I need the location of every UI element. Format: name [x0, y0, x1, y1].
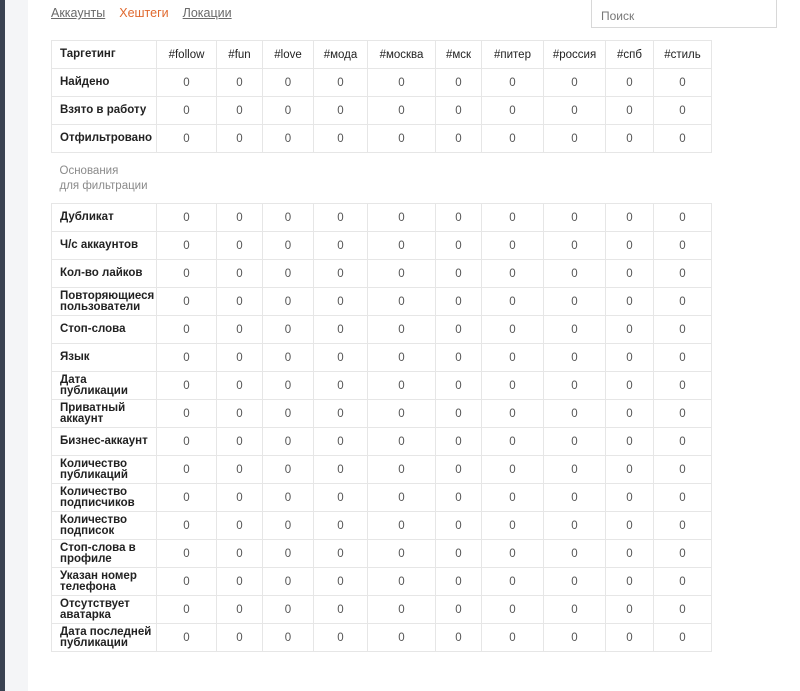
- table-cell: 0: [654, 344, 712, 372]
- table-row: [52, 69, 712, 97]
- table-cell: 0: [217, 624, 263, 652]
- table-cell: 0: [217, 288, 263, 316]
- tab-hashtags[interactable]: Хештеги: [119, 6, 169, 20]
- table-cell: 0: [314, 97, 368, 125]
- table-cell: 0: [157, 372, 217, 400]
- table-cell: 0: [314, 456, 368, 484]
- table-cell: 0: [314, 260, 368, 288]
- table-cell: 0: [606, 596, 654, 624]
- table-cell: 0: [368, 232, 436, 260]
- table-cell: 0: [314, 540, 368, 568]
- table-cell: 0: [436, 512, 482, 540]
- table-cell: 0: [368, 568, 436, 596]
- table-cell: 0: [482, 400, 544, 428]
- table-cell: 0: [544, 97, 606, 125]
- table-cell: 0: [368, 400, 436, 428]
- table-cell: 0: [654, 204, 712, 232]
- table-cell: 0: [544, 568, 606, 596]
- table-cell: 0: [157, 540, 217, 568]
- table-cell: 0: [436, 428, 482, 456]
- table-cell: 0: [368, 624, 436, 652]
- table-cell: 0: [544, 624, 606, 652]
- tab-accounts[interactable]: Аккаунты: [51, 6, 106, 20]
- search-input[interactable]: [591, 0, 777, 28]
- table-cell: 0: [436, 316, 482, 344]
- table-cell: 0: [482, 344, 544, 372]
- table-cell: 0: [314, 232, 368, 260]
- table-cell: 0: [436, 568, 482, 596]
- table-row: [52, 97, 712, 125]
- table-cell: 0: [606, 97, 654, 125]
- section-cell: [52, 153, 712, 204]
- table-cell: 0: [436, 624, 482, 652]
- table-cell: 0: [654, 540, 712, 568]
- table-cell: 0: [217, 97, 263, 125]
- table-cell: 0: [606, 624, 654, 652]
- table-cell: 0: [654, 260, 712, 288]
- header-label: Таргетинг: [52, 41, 157, 69]
- table-cell: 0: [544, 204, 606, 232]
- table-cell: 0: [654, 232, 712, 260]
- table-cell: 0: [368, 125, 436, 153]
- row-label: Дата последней публикации: [52, 624, 157, 652]
- table-cell: 0: [217, 260, 263, 288]
- table-cell: 0: [157, 97, 217, 125]
- table-cell: 0: [482, 232, 544, 260]
- table-cell: 0: [544, 69, 606, 97]
- table-cell: 0: [544, 400, 606, 428]
- table-row: [52, 484, 712, 512]
- table-cell: 0: [263, 624, 314, 652]
- table-cell: 0: [654, 316, 712, 344]
- table-cell: 0: [606, 344, 654, 372]
- table-cell: 0: [217, 204, 263, 232]
- table-cell: 0: [482, 596, 544, 624]
- table-row: [52, 344, 712, 372]
- table-cell: 0: [368, 484, 436, 512]
- tab-locations[interactable]: Локации: [182, 6, 232, 20]
- table-cell: 0: [217, 596, 263, 624]
- table-cell: 0: [314, 568, 368, 596]
- column-header: #москва: [368, 41, 436, 69]
- table-cell: 0: [436, 97, 482, 125]
- table-row: [52, 316, 712, 344]
- table-cell: 0: [368, 204, 436, 232]
- table-cell: 0: [368, 512, 436, 540]
- table-header-row: [52, 41, 712, 69]
- table-cell: 0: [482, 97, 544, 125]
- table-cell: 0: [314, 125, 368, 153]
- table-cell: 0: [314, 428, 368, 456]
- table-cell: 0: [157, 596, 217, 624]
- table-row: [52, 288, 712, 316]
- table-cell: 0: [606, 69, 654, 97]
- table-cell: 0: [314, 316, 368, 344]
- table-cell: 0: [157, 400, 217, 428]
- table-cell: 0: [544, 484, 606, 512]
- table-cell: 0: [544, 344, 606, 372]
- table-row: [52, 260, 712, 288]
- row-label: Кол-во лайков: [52, 260, 157, 288]
- table-cell: 0: [654, 125, 712, 153]
- table-cell: 0: [482, 484, 544, 512]
- table-cell: 0: [314, 372, 368, 400]
- table-cell: 0: [157, 288, 217, 316]
- table-cell: 0: [263, 512, 314, 540]
- stats-table: [51, 40, 712, 652]
- table-cell: 0: [157, 568, 217, 596]
- table-cell: 0: [314, 596, 368, 624]
- table-cell: 0: [544, 372, 606, 400]
- table-cell: 0: [217, 125, 263, 153]
- table-cell: 0: [606, 204, 654, 232]
- table-row: [52, 596, 712, 624]
- table-cell: 0: [314, 344, 368, 372]
- table-row: [52, 512, 712, 540]
- table-cell: 0: [482, 428, 544, 456]
- section-row: [52, 153, 712, 204]
- table-cell: 0: [544, 288, 606, 316]
- table-cell: 0: [263, 232, 314, 260]
- table-cell: 0: [263, 97, 314, 125]
- table-cell: 0: [654, 456, 712, 484]
- table-cell: 0: [482, 69, 544, 97]
- table-cell: 0: [368, 596, 436, 624]
- table-cell: 0: [217, 316, 263, 344]
- table-row: [52, 232, 712, 260]
- table-cell: 0: [606, 428, 654, 456]
- table-cell: 0: [654, 288, 712, 316]
- table-cell: 0: [544, 596, 606, 624]
- table-cell: 0: [654, 372, 712, 400]
- row-label: Отфильтровано: [52, 125, 157, 153]
- table-cell: 0: [482, 624, 544, 652]
- source-tabs: [51, 6, 232, 20]
- table-cell: 0: [157, 316, 217, 344]
- table-cell: 0: [368, 540, 436, 568]
- table-cell: 0: [263, 568, 314, 596]
- table-cell: 0: [263, 456, 314, 484]
- table-cell: 0: [606, 260, 654, 288]
- table-cell: 0: [436, 232, 482, 260]
- table-cell: 0: [482, 260, 544, 288]
- table-cell: 0: [436, 400, 482, 428]
- table-cell: 0: [606, 288, 654, 316]
- row-label: Дубликат: [52, 204, 157, 232]
- row-label: Бизнес-аккаунт: [52, 428, 157, 456]
- table-cell: 0: [368, 344, 436, 372]
- table-cell: 0: [482, 540, 544, 568]
- table-cell: 0: [482, 512, 544, 540]
- table-cell: 0: [654, 596, 712, 624]
- table-cell: 0: [436, 540, 482, 568]
- table-cell: 0: [606, 512, 654, 540]
- table-cell: 0: [263, 372, 314, 400]
- table-cell: 0: [157, 260, 217, 288]
- table-row: [52, 372, 712, 400]
- row-label: Указан номер телефона: [52, 568, 157, 596]
- table-cell: 0: [482, 204, 544, 232]
- table-cell: 0: [157, 512, 217, 540]
- table-cell: 0: [544, 512, 606, 540]
- table-cell: 0: [654, 400, 712, 428]
- table-cell: 0: [482, 568, 544, 596]
- table-cell: 0: [157, 204, 217, 232]
- table-cell: 0: [654, 512, 712, 540]
- table-cell: 0: [606, 568, 654, 596]
- row-label: Количество подписчиков: [52, 484, 157, 512]
- table-cell: 0: [482, 316, 544, 344]
- table-cell: 0: [263, 428, 314, 456]
- table-cell: 0: [482, 125, 544, 153]
- row-label: Ч/с аккаунтов: [52, 232, 157, 260]
- table-cell: 0: [217, 232, 263, 260]
- row-label: Дата публикации: [52, 372, 157, 400]
- table-cell: 0: [606, 540, 654, 568]
- table-cell: 0: [654, 624, 712, 652]
- table-cell: 0: [263, 288, 314, 316]
- table-cell: 0: [482, 288, 544, 316]
- table-cell: 0: [436, 596, 482, 624]
- table-cell: 0: [217, 428, 263, 456]
- column-header: #follow: [157, 41, 217, 69]
- section-title: Основания для фильтрации: [59, 165, 148, 192]
- table-cell: 0: [368, 372, 436, 400]
- table-cell: 0: [263, 204, 314, 232]
- table-cell: 0: [654, 69, 712, 97]
- table-cell: 0: [157, 624, 217, 652]
- table-cell: 0: [436, 484, 482, 512]
- row-label: Повторяющиеся пользователи: [52, 288, 157, 316]
- table-cell: 0: [436, 372, 482, 400]
- column-header: #стиль: [654, 41, 712, 69]
- table-row: [52, 540, 712, 568]
- table-cell: 0: [368, 69, 436, 97]
- table-cell: 0: [314, 204, 368, 232]
- table-cell: 0: [314, 69, 368, 97]
- table-row: [52, 456, 712, 484]
- table-cell: 0: [217, 512, 263, 540]
- table-cell: 0: [217, 344, 263, 372]
- table-cell: 0: [436, 125, 482, 153]
- table-cell: 0: [606, 456, 654, 484]
- table-cell: 0: [544, 456, 606, 484]
- table-cell: 0: [436, 260, 482, 288]
- table-cell: 0: [217, 372, 263, 400]
- sidebar-gutter: [5, 0, 28, 691]
- table-cell: 0: [314, 624, 368, 652]
- table-cell: 0: [436, 288, 482, 316]
- row-label: Количество публикаций: [52, 456, 157, 484]
- table-cell: 0: [654, 568, 712, 596]
- table-cell: 0: [217, 69, 263, 97]
- table-cell: 0: [263, 400, 314, 428]
- table-cell: 0: [436, 344, 482, 372]
- table-cell: 0: [368, 97, 436, 125]
- table-cell: 0: [263, 344, 314, 372]
- table-cell: 0: [157, 69, 217, 97]
- table-cell: 0: [263, 540, 314, 568]
- table-cell: 0: [544, 260, 606, 288]
- table-cell: 0: [544, 428, 606, 456]
- table-cell: 0: [314, 484, 368, 512]
- table-row: [52, 624, 712, 652]
- column-header: #питер: [482, 41, 544, 69]
- table-cell: 0: [217, 400, 263, 428]
- table-cell: 0: [544, 540, 606, 568]
- column-header: #love: [263, 41, 314, 69]
- table-cell: 0: [157, 484, 217, 512]
- table-cell: 0: [157, 125, 217, 153]
- row-label: Стоп-слова в профиле: [52, 540, 157, 568]
- table-cell: 0: [263, 69, 314, 97]
- table-cell: 0: [314, 512, 368, 540]
- table-cell: 0: [436, 456, 482, 484]
- table-cell: 0: [217, 568, 263, 596]
- table-cell: 0: [263, 125, 314, 153]
- table-cell: 0: [482, 372, 544, 400]
- table-cell: 0: [544, 125, 606, 153]
- table-row: [52, 204, 712, 232]
- table-cell: 0: [368, 260, 436, 288]
- table-cell: 0: [368, 288, 436, 316]
- table-cell: 0: [436, 204, 482, 232]
- table-cell: 0: [157, 428, 217, 456]
- table-cell: 0: [368, 456, 436, 484]
- table-cell: 0: [606, 316, 654, 344]
- table-cell: 0: [263, 316, 314, 344]
- row-label: Приватный аккаунт: [52, 400, 157, 428]
- column-header: #спб: [606, 41, 654, 69]
- table-row: [52, 428, 712, 456]
- row-label: Стоп-слова: [52, 316, 157, 344]
- table-row: [52, 125, 712, 153]
- table-cell: 0: [157, 232, 217, 260]
- table-cell: 0: [217, 456, 263, 484]
- table-cell: 0: [436, 69, 482, 97]
- table-cell: 0: [314, 288, 368, 316]
- table-cell: 0: [654, 97, 712, 125]
- table-cell: 0: [263, 484, 314, 512]
- table-row: [52, 400, 712, 428]
- row-label: Количество подписок: [52, 512, 157, 540]
- table-cell: 0: [157, 344, 217, 372]
- table-cell: 0: [263, 596, 314, 624]
- column-header: #fun: [217, 41, 263, 69]
- table-cell: 0: [606, 125, 654, 153]
- row-label: Отсутствует аватарка: [52, 596, 157, 624]
- table-cell: 0: [217, 540, 263, 568]
- table-cell: 0: [368, 428, 436, 456]
- table-cell: 0: [654, 428, 712, 456]
- row-label: Найдено: [52, 69, 157, 97]
- table-cell: 0: [314, 400, 368, 428]
- column-header: #россия: [544, 41, 606, 69]
- table-cell: 0: [368, 316, 436, 344]
- table-cell: 0: [544, 316, 606, 344]
- table-cell: 0: [217, 484, 263, 512]
- column-header: #мода: [314, 41, 368, 69]
- table-cell: 0: [482, 456, 544, 484]
- table-cell: 0: [157, 456, 217, 484]
- table-cell: 0: [606, 400, 654, 428]
- table-row: [52, 568, 712, 596]
- table-cell: 0: [263, 260, 314, 288]
- table-cell: 0: [606, 232, 654, 260]
- table-cell: 0: [606, 484, 654, 512]
- table-cell: 0: [544, 232, 606, 260]
- table-cell: 0: [606, 372, 654, 400]
- column-header: #мск: [436, 41, 482, 69]
- row-label: Язык: [52, 344, 157, 372]
- table-cell: 0: [654, 484, 712, 512]
- row-label: Взято в работу: [52, 97, 157, 125]
